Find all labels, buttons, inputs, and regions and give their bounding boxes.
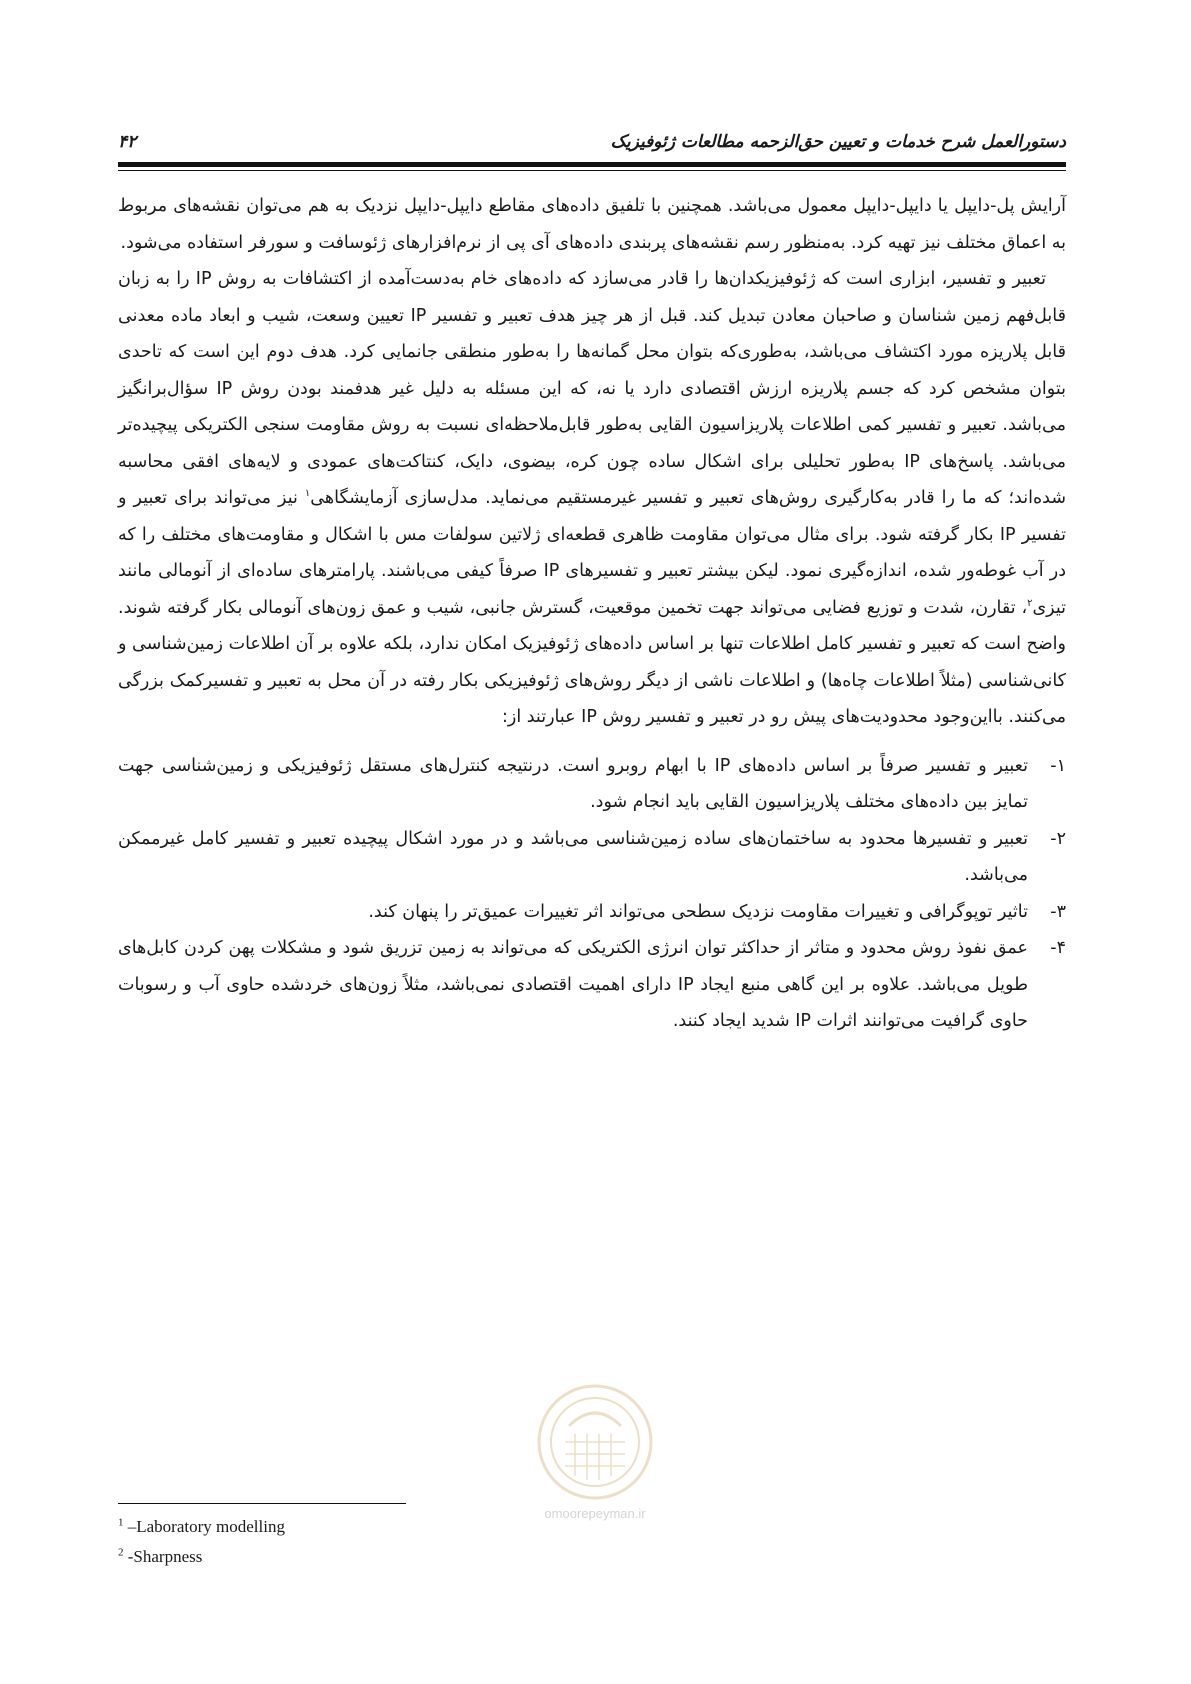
- footnote-separator: [118, 1503, 406, 1504]
- publisher-seal-icon: [535, 1382, 655, 1502]
- publisher-watermark: [520, 1382, 670, 1521]
- paragraph-2-part-a: تعبیر و تفسیر، ابزاری است که ژئوفیزیکدان‌ها را قادر می‌سازد که داده‌های خام به‌دست‌آمده از اکتشافات به روش IP را به زبان قابل‌فهم زمین شناسان و صاحبان معادن تبدیل کند. قبل از هر چیز هدف تعبیر و تفسیر IP تعیین وسعت، شیب و ابعاد ماده معدنی قابل پلاریزه مورد اکتشاف می‌باشد، به‌طوری‌که بتوان محل گمانه‌ها را به‌طور منطقی جانمایی کرد. هدف دوم این است که تاحدی بتوان مشخص کرد که جسم پلاریزه ارزش اقتصادی دارد یا نه، که این مسئله به دلیل غیر هدفمند بودن روش IP سؤال‌برانگیز می‌باشد. تعبیر و تفسیر کمی اطلاعات پلاریزاسیون القایی به‌طور قابل‌ملاحظه‌ای نسبت به روش مقاومت سنجی الکتریکی پیچیده‌تر می‌باشد. پاسخ‌های IP به‌طور تحلیلی برای اشکال ساده چون کره، بیضوی، دایک، کنتاکت‌های عمودی و لایه‌های افقی محاسبه شده‌اند؛ که ما را قادر به‌کارگیری روش‌های تعبیر و تفسیر غیرمستقیم می‌نماید. مدل‌سازی آزمایشگاهی: [118, 269, 1066, 508]
- watermark-site: omoorepeyman.ir: [544, 1506, 646, 1521]
- footnote-2: [118, 1542, 518, 1572]
- footnotes: [118, 1512, 518, 1572]
- footnote-1: [118, 1512, 518, 1542]
- footnote-ref-2: ۲: [1027, 597, 1033, 609]
- paragraph-2: [118, 261, 1066, 736]
- list-item: [118, 894, 1066, 931]
- header-rule-thin: [118, 170, 1066, 171]
- list-item-text: تعبیر و تفسیرها محدود به ساختمان‌های ساده زمین‌شناسی می‌باشد و در مورد اشکال پیچیده تعبیر و تفسیر کامل غیرممکن می‌باشد.: [118, 828, 1028, 885]
- footnote-number: 2: [118, 1546, 124, 1559]
- list-item: [118, 821, 1066, 894]
- list-item-number: ۱-: [1050, 755, 1066, 776]
- header-title: دستورالعمل شرح خدمات و تعیین حق‌الزحمه مطالعات ژئوفیزیک: [610, 132, 1066, 152]
- list-item-number: ۳-: [1050, 901, 1066, 922]
- paragraph-2-part-c: ، تقارن، شدت و توزیع فضایی می‌تواند جهت تخمین موقعیت، گسترش جانبی، شیب و عمق زون‌های آنومالی بکار گرفته شوند. واضح است که تعبیر و تفسیر کامل اطلاعات تنها بر اساس داده‌های ژئوفیزیک امکان ندارد، بلکه علاوه بر آن اطلاعات زمین‌شناسی و کانی‌شناسی (مثلاً اطلاعات چاه‌ها) و اطلاعات ناشی از دیگر روش‌های ژئوفیزیکی بکار رفته در آن محل به تعبیر و تفسیرکمک بزرگی می‌کنند. بااین‌وجود محدودیت‌های پیش رو در تعبیر و تفسیر روش IP عبارتند از:: [118, 597, 1066, 727]
- page-number: ۴۲: [118, 132, 137, 152]
- list-item: [118, 930, 1066, 1040]
- footnote-number: 1: [118, 1516, 124, 1529]
- footnote-text: –Laboratory modelling: [127, 1517, 285, 1536]
- footnote-ref-1: ۱: [304, 488, 311, 500]
- list-item-number: ۲-: [1050, 828, 1066, 849]
- header-rule-thick: [118, 162, 1066, 167]
- list-item-text: تعبیر و تفسیر صرفاً بر اساس داده‌های IP با ابهام روبرو است. درنتیجه کنترل‌های مستقل ژئوفیزیکی و زمین‌شناسی جهت تمایز بین داده‌های مختلف پلاریزاسیون القایی باید انجام شود.: [118, 755, 1028, 812]
- limitations-list: [118, 748, 1066, 1040]
- footnote-text: -Sharpness: [127, 1547, 203, 1566]
- list-item: [118, 748, 1066, 821]
- list-item-text: تاثیر توپوگرافی و تغییرات مقاومت نزدیک سطحی می‌تواند اثر تغییرات عمیق‌تر را پنهان کند.: [368, 901, 1028, 922]
- list-item-number: ۴-: [1050, 938, 1066, 958]
- list-item-text: عمق نفوذ روش محدود و متاثر از حداکثر توان انرژی الکتریکی که می‌تواند به زمین تزریق شود و مشکلات پهن کردن کابل‌های طویل می‌باشد. علاوه بر این گاهی منبع ایجاد IP دارای اهمیت اقتصادی نمی‌باشد، مثلاً زون‌های خردشده حاوی آب و رسوبات حاوی گرافیت می‌توانند اثرات IP شدید ایجاد کنند.: [118, 938, 1028, 1031]
- paragraph-1: آرایش پل-دایپل یا دایپل-دایپل معمول می‌باشد. همچنین با تلفیق داده‌های مقاطع دایپل-دایپل نزدیک به هم می‌توان نقشه‌های مربوط به اعماق مختلف نیز تهیه کرد. به‌منظور رسم نقشه‌های پربندی داده‌های آی پی از نرم‌افزارهای ژئوسافت و سورفر استفاده می‌شود.: [118, 196, 1066, 253]
- main-text: [118, 188, 1066, 1040]
- paragraph-2-part-b: نیز می‌تواند برای تعبیر و تفسیر IP بکار گرفته شود. برای مثال می‌توان مقاومت ظاهری قطعه‌ای ژلاتین سولفات مس با اشکال و مقاومت‌های مختلف را که در آب غوطه‌ور شده، اندازه‌گیری نمود. لیکن بیشتر تعبیر و تفسیرهای IP صرفاً کیفی می‌باشند. پارامترهای ساده‌ای از آنومالی مانند تیزی: [118, 488, 1066, 618]
